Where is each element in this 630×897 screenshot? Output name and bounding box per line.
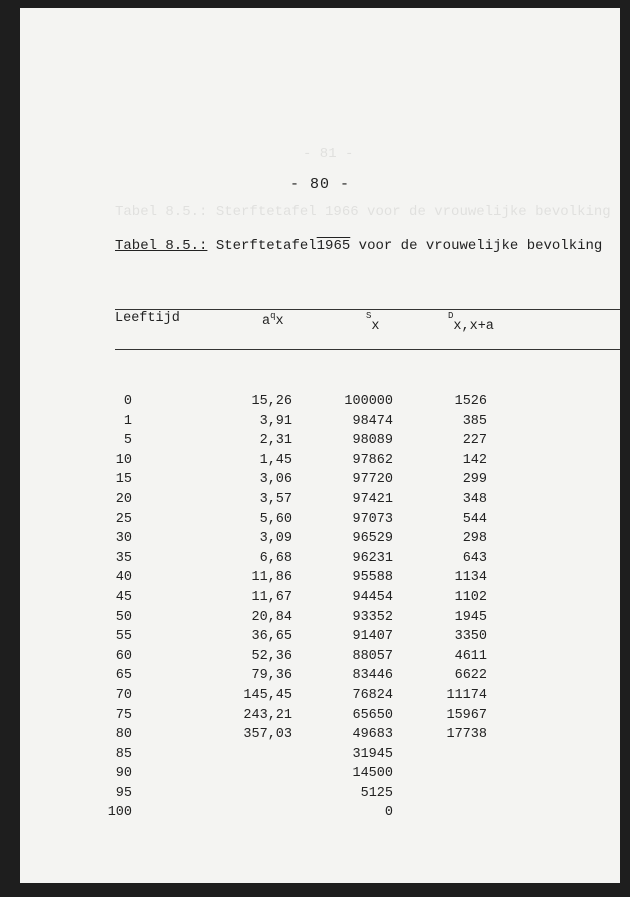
title-suffix: voor de vrouwelijke bevolking	[358, 238, 603, 254]
s-cell: 95588	[352, 570, 393, 586]
age-cell: 5	[123, 433, 132, 449]
title-year: 1965	[316, 238, 351, 254]
d-cell: 385	[462, 413, 487, 429]
d-cell: 348	[462, 491, 487, 507]
age-cell: 1	[123, 413, 132, 429]
d-cell: 298	[462, 531, 487, 547]
table-label: Tabel 8.5.:	[115, 238, 208, 254]
table-row	[20, 472, 620, 492]
q-cell: 36,65	[251, 629, 292, 645]
page-number: - 80 -	[289, 176, 350, 193]
q-cell: 11,86	[251, 570, 292, 586]
d-cell: 1102	[454, 589, 487, 605]
q-cell: 5,60	[259, 511, 292, 527]
q-cell: 145,45	[243, 687, 292, 703]
q-cell: 357,03	[243, 727, 292, 743]
header-s-sub: x	[371, 319, 380, 334]
s-cell: 97720	[352, 472, 393, 488]
age-cell: 80	[115, 727, 132, 743]
d-cell: 15967	[446, 707, 487, 723]
d-cell: 3350	[454, 629, 487, 645]
age-cell: 50	[115, 609, 132, 625]
q-cell: 3,09	[259, 531, 292, 547]
header-q	[262, 311, 284, 329]
d-cell: 4611	[454, 648, 487, 664]
s-cell: 97862	[352, 452, 393, 468]
table-body	[20, 394, 620, 825]
age-cell: 25	[115, 511, 132, 527]
age-cell: 15	[115, 472, 132, 488]
q-cell: 6,68	[259, 550, 292, 566]
document-page	[20, 8, 620, 883]
d-cell: 11174	[446, 687, 487, 703]
bleed-page-number: - 81 -	[303, 146, 354, 162]
s-cell: 14500	[352, 766, 393, 782]
table-row	[20, 512, 620, 532]
s-cell: 94454	[352, 589, 393, 605]
d-cell: 299	[462, 472, 487, 488]
q-cell: 52,36	[251, 648, 292, 664]
s-cell: 5125	[360, 785, 393, 801]
q-cell: 3,57	[259, 491, 292, 507]
d-cell: 17738	[446, 727, 487, 743]
table-title	[115, 238, 602, 254]
s-cell: 76824	[352, 687, 393, 703]
s-cell: 88057	[352, 648, 393, 664]
age-cell: 70	[115, 687, 132, 703]
q-cell: 20,84	[251, 609, 292, 625]
s-cell: 98474	[352, 413, 393, 429]
age-cell: 10	[115, 452, 132, 468]
age-cell: 60	[115, 648, 132, 664]
q-cell: 15,26	[251, 394, 292, 409]
bleed-title: Tabel 8.5.: Sterftetafel 1966 voor de vrouwelijke bevolking	[115, 204, 611, 220]
header-s	[366, 311, 380, 334]
age-cell: 40	[115, 570, 132, 586]
table-row	[20, 433, 620, 453]
q-cell: 11,67	[251, 589, 292, 605]
table-row	[20, 708, 620, 728]
age-cell: 90	[115, 766, 132, 782]
table-row	[20, 414, 620, 434]
table-row	[20, 590, 620, 610]
header-s-sup: S	[366, 311, 372, 321]
d-cell: 142	[462, 452, 487, 468]
table-row	[20, 747, 620, 767]
q-cell: 3,06	[259, 472, 292, 488]
d-cell: 6622	[454, 668, 487, 684]
d-cell: 227	[462, 433, 487, 449]
s-cell: 83446	[352, 668, 393, 684]
table-row	[20, 629, 620, 649]
s-cell: 98089	[352, 433, 393, 449]
table-row	[20, 610, 620, 630]
age-cell: 0	[123, 394, 132, 409]
s-cell: 49683	[352, 727, 393, 743]
table-row	[20, 492, 620, 512]
table-row	[20, 786, 620, 806]
header-bottom-rule	[115, 349, 620, 350]
age-cell: 45	[115, 589, 132, 605]
q-cell: 1,45	[259, 452, 292, 468]
s-cell: 97073	[352, 511, 393, 527]
s-cell: 97421	[352, 491, 393, 507]
s-cell: 93352	[352, 609, 393, 625]
d-cell: 1526	[454, 394, 487, 409]
s-cell: 100000	[344, 394, 393, 409]
header-d-sup: D	[448, 311, 454, 321]
s-cell: 65650	[352, 707, 393, 723]
header-d	[448, 311, 494, 334]
table-row	[20, 805, 620, 825]
q-cell: 79,36	[251, 668, 292, 684]
age-cell: 35	[115, 550, 132, 566]
header-q-main: a	[262, 314, 271, 329]
q-cell: 2,31	[259, 433, 292, 449]
title-prefix: Sterftetafel	[215, 238, 317, 254]
d-cell: 1134	[454, 570, 487, 586]
age-cell: 30	[115, 531, 132, 547]
header-q-sup: q	[270, 311, 276, 321]
table-row	[20, 668, 620, 688]
table-row	[20, 688, 620, 708]
table-row	[20, 727, 620, 747]
table-row	[20, 570, 620, 590]
age-cell: 20	[115, 491, 132, 507]
age-cell: 100	[107, 805, 132, 821]
q-cell: 3,91	[259, 413, 292, 429]
d-cell: 643	[462, 550, 487, 566]
header-top-rule	[115, 309, 620, 310]
table-row	[20, 531, 620, 551]
table-row	[20, 766, 620, 786]
d-cell: 1945	[454, 609, 487, 625]
header-age: Leeftijd	[115, 311, 180, 326]
age-cell: 65	[115, 668, 132, 684]
table-row	[20, 453, 620, 473]
header-d-sub: x,x+a	[453, 319, 494, 334]
s-cell: 0	[384, 805, 393, 821]
s-cell: 31945	[352, 746, 393, 762]
age-cell: 85	[115, 746, 132, 762]
age-cell: 75	[115, 707, 132, 723]
s-cell: 96529	[352, 531, 393, 547]
age-cell: 55	[115, 629, 132, 645]
s-cell: 91407	[352, 629, 393, 645]
q-cell: 243,21	[243, 707, 292, 723]
table-row	[20, 551, 620, 571]
table-row	[20, 649, 620, 669]
age-cell: 95	[115, 785, 132, 801]
table-row	[20, 394, 620, 414]
s-cell: 96231	[352, 550, 393, 566]
header-q-sub: x	[275, 314, 284, 329]
d-cell: 544	[462, 511, 487, 527]
